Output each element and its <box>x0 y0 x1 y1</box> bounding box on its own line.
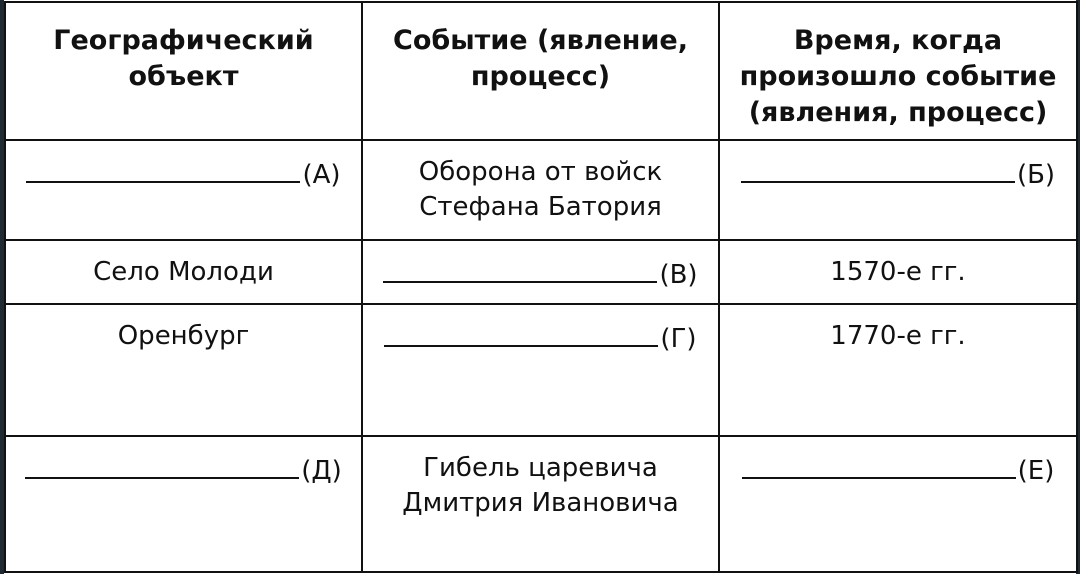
header-geographic-object: Географический объект <box>5 2 362 140</box>
header-event: Событие (явление, процесс) <box>362 2 719 140</box>
blank-letter: (Е) <box>1017 456 1055 486</box>
cell-time: 1770-е гг. <box>719 304 1077 436</box>
blank-field <box>25 451 342 489</box>
cell-event: Оборона от войск Стефана Батория <box>362 140 719 240</box>
header-row <box>5 2 1077 140</box>
cell-event <box>362 304 719 436</box>
blank-letter: (Г) <box>660 324 697 354</box>
blank-letter: (Б) <box>1016 160 1056 190</box>
history-table <box>4 1 1078 573</box>
cell-time: 1570-е гг. <box>719 240 1077 304</box>
blank-line <box>26 155 300 183</box>
blank-letter: (А) <box>302 160 341 190</box>
blank-field <box>383 255 697 293</box>
blank-field <box>742 451 1055 489</box>
cell-object: Село Молоди <box>5 240 362 304</box>
cell-object: Оренбург <box>5 304 362 436</box>
header-time: Время, когда произошло событие (явления, процесс) <box>719 2 1077 140</box>
cell-time <box>719 140 1077 240</box>
cell-event <box>362 240 719 304</box>
cell-time <box>719 436 1077 572</box>
blank-field <box>384 319 696 357</box>
cell-object <box>5 436 362 572</box>
cell-object <box>5 140 362 240</box>
blank-line <box>742 451 1016 479</box>
blank-line <box>384 319 658 347</box>
blank-field <box>26 155 340 193</box>
blank-line <box>383 255 657 283</box>
table-row <box>5 304 1077 436</box>
blank-line <box>25 451 299 479</box>
table-row <box>5 140 1077 240</box>
blank-letter: (В) <box>659 260 698 290</box>
table-row <box>5 436 1077 572</box>
blank-line <box>741 155 1015 183</box>
cell-event: Гибель царевича Дмитрия Ивановича <box>362 436 719 572</box>
table-row <box>5 240 1077 304</box>
blank-letter: (Д) <box>301 456 342 486</box>
blank-field <box>741 155 1055 193</box>
